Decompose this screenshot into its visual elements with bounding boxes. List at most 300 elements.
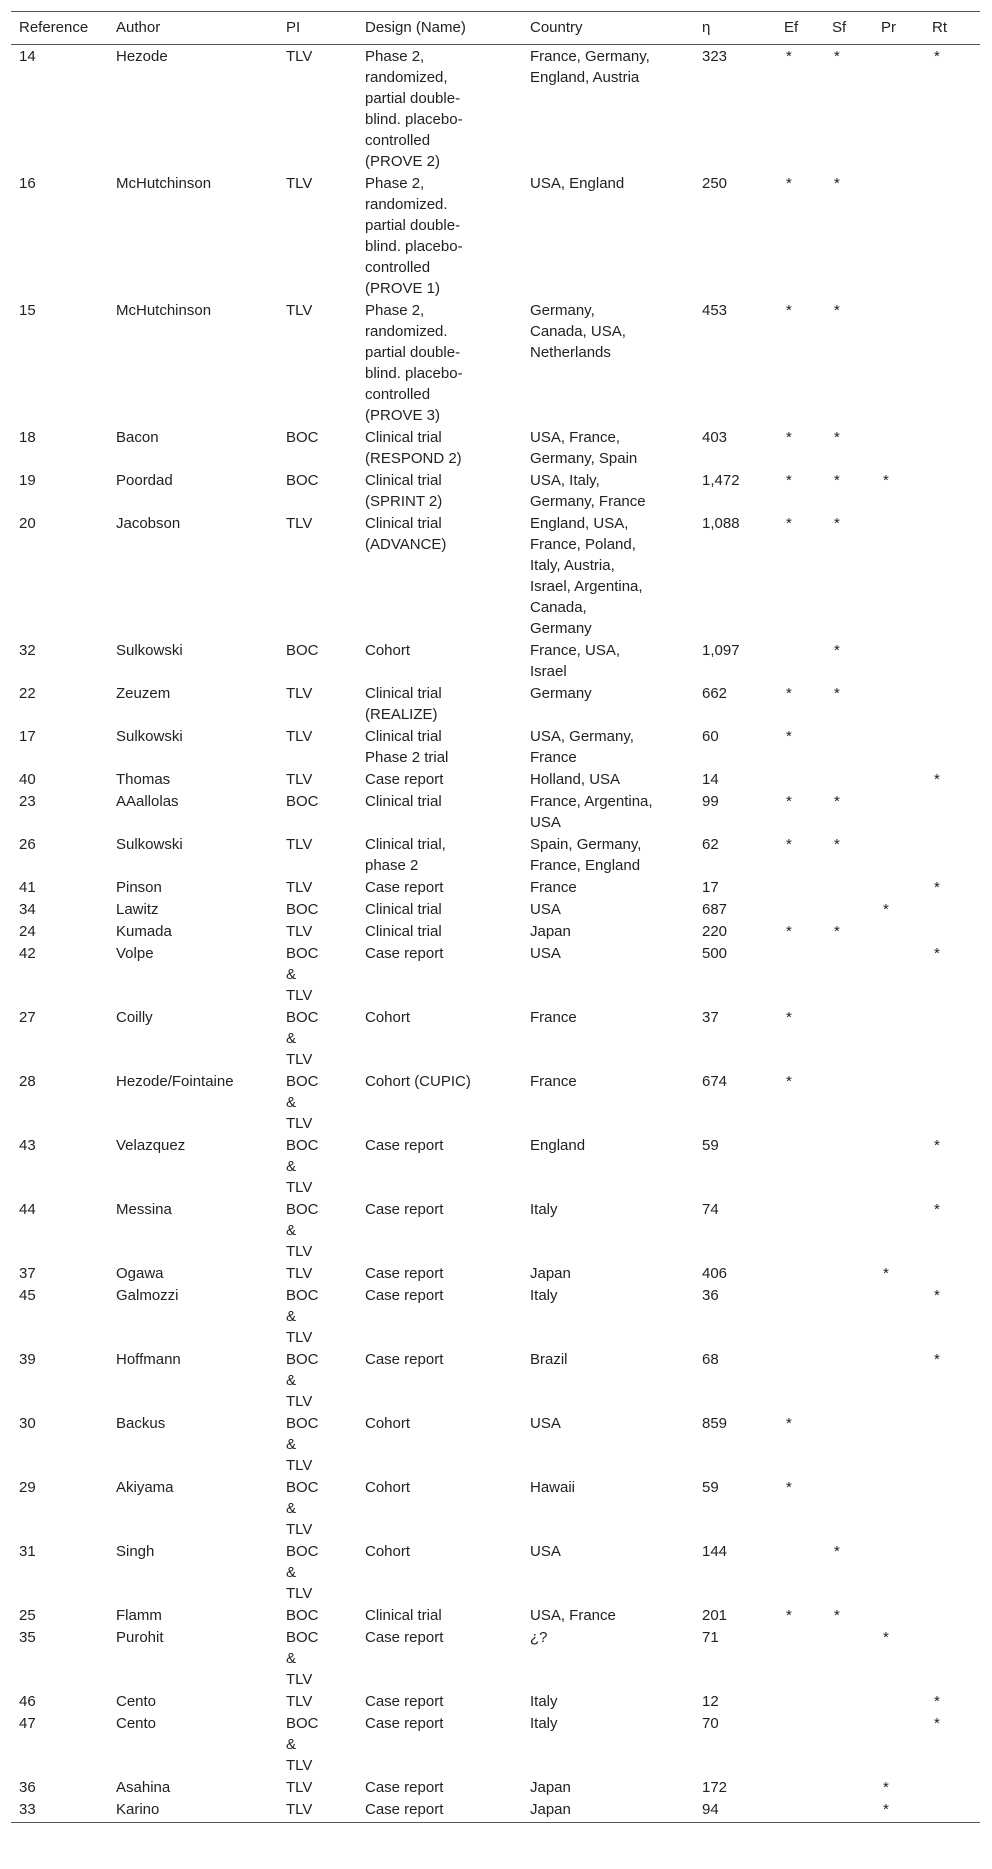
cell-author: Backus [116, 1415, 166, 1432]
cell-design: Case report [365, 1265, 444, 1282]
cell-design: Case report [365, 879, 444, 896]
cell-n: 14 [702, 771, 719, 788]
cell-pr [873, 1604, 924, 1626]
cell-pi: BOC & TLV [286, 1073, 319, 1132]
cell-reference: 44 [19, 1201, 36, 1218]
cell-pi: TLV [286, 923, 313, 940]
cell-rt [924, 833, 980, 876]
cell-n: 1,088 [702, 515, 740, 532]
cell-sf: * [834, 175, 840, 192]
cell-sf: * [834, 515, 840, 532]
table-row [11, 790, 980, 833]
cell-pi: TLV [286, 771, 313, 788]
cell-sf [824, 1690, 873, 1712]
cell-design: Case report [365, 1715, 444, 1732]
cell-rt [924, 1476, 980, 1540]
cell-reference: 25 [19, 1607, 36, 1624]
cell-pr [873, 172, 924, 299]
table-row [11, 1284, 980, 1348]
cell-pr: * [883, 901, 889, 918]
cell-sf: * [834, 642, 840, 659]
cell-n: 12 [702, 1693, 719, 1710]
cell-rt [924, 920, 980, 942]
cell-design: Clinical trial [365, 793, 442, 810]
cell-rt: * [934, 879, 940, 896]
cell-reference: 30 [19, 1415, 36, 1432]
cell-rt: * [934, 1201, 940, 1218]
cell-author: Hezode/Fointaine [116, 1073, 234, 1090]
cell-ef [776, 1690, 824, 1712]
cell-author: Volpe [116, 945, 154, 962]
table-row [11, 1690, 980, 1712]
cell-ef [776, 1798, 824, 1823]
table-row [11, 1412, 980, 1476]
cell-country: Brazil [530, 1351, 568, 1368]
cell-sf [824, 1262, 873, 1284]
cell-rt [924, 725, 980, 768]
cell-pi: BOC & TLV [286, 1629, 319, 1688]
cell-author: Hoffmann [116, 1351, 181, 1368]
cell-rt [924, 299, 980, 426]
table-row [11, 898, 980, 920]
table-row [11, 172, 980, 299]
cell-author: AAallolas [116, 793, 179, 810]
cell-reference: 19 [19, 472, 36, 489]
cell-n: 1,472 [702, 472, 740, 489]
cell-pr: * [873, 1798, 924, 1823]
cell-reference: 23 [19, 793, 36, 810]
cell-ef: * [786, 836, 792, 853]
cell-author: Velazquez [116, 1137, 186, 1154]
cell-pr [873, 45, 924, 173]
cell-rt [924, 1412, 980, 1476]
cell-sf: * [834, 429, 840, 446]
cell-ef: * [786, 1607, 792, 1624]
cell-pr [873, 1476, 924, 1540]
cell-n: 68 [702, 1351, 719, 1368]
cell-author: Bacon [116, 429, 159, 446]
cell-rt: * [934, 771, 940, 788]
cell-rt [924, 1540, 980, 1604]
cell-ef [776, 942, 824, 1006]
cell-design: Cohort [365, 1415, 411, 1432]
cell-pr [873, 1284, 924, 1348]
cell-n: 403 [702, 429, 728, 446]
header-design: Design (Name) [357, 12, 522, 45]
header-reference: Reference [11, 12, 108, 45]
cell-country: Japan [530, 1265, 571, 1282]
cell-author: Hezode [116, 48, 168, 65]
cell-ef [776, 1262, 824, 1284]
cell-sf [824, 1476, 873, 1540]
cell-country: France [530, 879, 577, 896]
cell-pr [873, 876, 924, 898]
cell-author: Poordad [116, 472, 173, 489]
cell-n: 859 [702, 1415, 728, 1432]
cell-reference: 46 [19, 1693, 36, 1710]
cell-design: Phase 2, randomized. partial double- blind. placebo- controlled (PROVE 1) [365, 175, 463, 297]
cell-pr [873, 942, 924, 1006]
cell-n: 37 [702, 1009, 719, 1026]
cell-country: USA, Italy, Germany, France [530, 472, 646, 510]
cell-n: 662 [702, 685, 728, 702]
cell-author: Purohit [116, 1629, 164, 1646]
cell-n: 406 [702, 1265, 728, 1282]
cell-pi: TLV [286, 302, 313, 319]
table-row [11, 1198, 980, 1262]
cell-country: England, USA, France, Poland, Italy, Austria, Israel, Argentina, Canada, Germany [530, 515, 643, 637]
cell-pi: BOC [286, 642, 319, 659]
cell-country: USA [530, 1415, 561, 1432]
table-row [11, 512, 980, 639]
cell-author: Sulkowski [116, 642, 183, 659]
cell-author: Karino [108, 1798, 278, 1823]
cell-pi: BOC & TLV [286, 1715, 319, 1774]
table-row [11, 299, 980, 426]
cell-author: Messina [116, 1201, 172, 1218]
cell-rt: * [934, 1715, 940, 1732]
cell-ef [776, 1712, 824, 1776]
cell-pr [873, 725, 924, 768]
cell-pi: TLV [286, 685, 313, 702]
cell-author: Akiyama [116, 1479, 174, 1496]
cell-ef [776, 768, 824, 790]
cell-reference: 34 [19, 901, 36, 918]
cell-ef: * [786, 728, 792, 745]
cell-rt [924, 469, 980, 512]
cell-reference: 39 [19, 1351, 36, 1368]
cell-country: Hawaii [530, 1479, 576, 1496]
cell-country: Holland, USA [530, 771, 621, 788]
cell-design: Clinical trial [365, 1607, 442, 1624]
cell-sf [824, 768, 873, 790]
cell-reference: 42 [19, 945, 36, 962]
cell-design: Clinical trial (ADVANCE) [365, 515, 447, 553]
cell-country: France [530, 1073, 577, 1090]
header-country: Country [522, 12, 694, 45]
cell-design: Case report [365, 1287, 444, 1304]
cell-pi: BOC & TLV [286, 1351, 319, 1410]
cell-n: 144 [702, 1543, 728, 1560]
cell-sf: * [834, 836, 840, 853]
table-row [11, 1626, 980, 1690]
cell-reference: 40 [19, 771, 36, 788]
table-row [11, 1712, 980, 1776]
cell-sf [824, 1348, 873, 1412]
cell-country: Germany [530, 685, 592, 702]
cell-pi: TLV [286, 1693, 313, 1710]
cell-author: Jacobson [116, 515, 181, 532]
cell-country: Spain, Germany, France, England [530, 836, 642, 874]
cell-n: 94 [694, 1798, 776, 1823]
cell-sf [824, 942, 873, 1006]
table-row [11, 920, 980, 942]
cell-country: France, USA, Israel [530, 642, 621, 680]
cell-design: Phase 2, randomized. partial double- blind. placebo- controlled (PROVE 3) [365, 302, 463, 424]
cell-design: Clinical trial [365, 901, 442, 918]
cell-n: 60 [702, 728, 719, 745]
cell-pr: * [883, 472, 889, 489]
cell-design: Cohort [365, 1009, 411, 1026]
cell-reference: 22 [19, 685, 36, 702]
cell-design: Cohort [365, 642, 411, 659]
cell-pr [873, 1134, 924, 1198]
cell-author: Flamm [116, 1607, 162, 1624]
studies-table [11, 11, 980, 1823]
cell-country: Italy [530, 1201, 558, 1218]
cell-design: Cohort (CUPIC) [365, 1073, 471, 1090]
cell-ef [776, 1348, 824, 1412]
cell-n: 201 [702, 1607, 728, 1624]
cell-reference: 32 [19, 642, 36, 659]
cell-sf [824, 1712, 873, 1776]
cell-n: 500 [702, 945, 728, 962]
cell-pr [873, 1712, 924, 1776]
table-body [11, 45, 980, 1823]
cell-rt: * [934, 1693, 940, 1710]
cell-ef: * [786, 302, 792, 319]
cell-pr [873, 1006, 924, 1070]
cell-n: 674 [702, 1073, 728, 1090]
cell-author: Ogawa [116, 1265, 164, 1282]
cell-n: 687 [702, 901, 728, 918]
cell-author: Sulkowski [116, 728, 183, 745]
cell-ef [776, 876, 824, 898]
cell-n: 453 [702, 302, 728, 319]
cell-pr: * [883, 1265, 889, 1282]
cell-n: 1,097 [702, 642, 740, 659]
cell-pi: TLV [286, 728, 313, 745]
cell-reference: 15 [19, 302, 36, 319]
cell-sf: * [834, 48, 840, 65]
cell-pr [873, 1348, 924, 1412]
cell-pi: TLV [286, 48, 313, 65]
table-row [11, 876, 980, 898]
cell-pr: * [883, 1629, 889, 1646]
cell-sf [824, 1070, 873, 1134]
cell-rt: * [934, 945, 940, 962]
cell-country: France, Argentina, USA [530, 793, 653, 831]
cell-pi: BOC & TLV [286, 1287, 319, 1346]
cell-pi: TLV [286, 879, 313, 896]
cell-pi: BOC [286, 793, 319, 810]
cell-pr [873, 426, 924, 469]
cell-design: Case report [365, 1137, 444, 1154]
cell-country: USA, England [530, 175, 625, 192]
cell-country: USA [530, 1543, 561, 1560]
cell-n: 59 [702, 1479, 719, 1496]
cell-ef: * [786, 1073, 792, 1090]
cell-pi: TLV [286, 175, 313, 192]
cell-pr [873, 920, 924, 942]
cell-pi: BOC [286, 472, 319, 489]
cell-rt [924, 639, 980, 682]
header-pi: PI [278, 12, 357, 45]
table-row [11, 833, 980, 876]
cell-author: Singh [116, 1543, 155, 1560]
cell-ef: * [786, 1415, 792, 1432]
table-row [11, 942, 980, 1006]
cell-n: 59 [702, 1137, 719, 1154]
table-header-row [11, 12, 980, 45]
cell-sf [824, 1412, 873, 1476]
table-row [11, 768, 980, 790]
cell-ef: * [786, 48, 792, 65]
cell-sf: * [834, 923, 840, 940]
cell-sf [824, 1198, 873, 1262]
header-ef: Ef [776, 12, 824, 45]
cell-rt: * [934, 48, 940, 65]
cell-country: Japan [530, 1779, 571, 1796]
cell-rt [924, 512, 980, 639]
table-row [11, 1604, 980, 1626]
cell-reference: 33 [11, 1798, 108, 1823]
cell-n: 71 [702, 1629, 719, 1646]
cell-reference: 36 [19, 1779, 36, 1796]
cell-country: Italy [530, 1287, 558, 1304]
cell-reference: 31 [19, 1543, 36, 1560]
table-row [11, 1262, 980, 1284]
cell-reference: 45 [19, 1287, 36, 1304]
cell-country: USA [530, 901, 561, 918]
cell-n: 70 [702, 1715, 719, 1732]
cell-ef [776, 1134, 824, 1198]
cell-pr [873, 682, 924, 725]
cell-country: Germany, Canada, USA, Netherlands [530, 302, 626, 361]
cell-ef [776, 1284, 824, 1348]
cell-pi: BOC [286, 901, 319, 918]
cell-reference: 14 [19, 48, 36, 65]
cell-sf [824, 1776, 873, 1798]
cell-author: McHutchinson [116, 302, 212, 319]
cell-pr [873, 768, 924, 790]
cell-country: Italy [530, 1715, 558, 1732]
cell-pi: BOC & TLV [286, 945, 319, 1004]
cell-pi: BOC & TLV [286, 1479, 319, 1538]
cell-country: USA, Germany, France [530, 728, 634, 766]
cell-design: Case report [365, 1779, 444, 1796]
cell-design: Clinical trial Phase 2 trial [365, 728, 449, 766]
cell-author: Coilly [116, 1009, 153, 1026]
cell-rt [924, 1070, 980, 1134]
cell-pr [873, 1198, 924, 1262]
table-row [11, 1134, 980, 1198]
cell-rt [924, 1626, 980, 1690]
cell-sf: * [834, 302, 840, 319]
cell-ef: * [786, 793, 792, 810]
cell-n: 36 [702, 1287, 719, 1304]
cell-design: Case report [365, 1629, 444, 1646]
cell-pr [873, 512, 924, 639]
table-row [11, 1006, 980, 1070]
cell-reference: 37 [19, 1265, 36, 1282]
cell-rt [924, 898, 980, 920]
cell-design: Clinical trial, phase 2 [365, 836, 446, 874]
table-row [11, 1540, 980, 1604]
cell-country: USA, France [530, 1607, 616, 1624]
header-sf: Sf [824, 12, 873, 45]
cell-rt: * [934, 1137, 940, 1154]
cell-n: 250 [702, 175, 728, 192]
table-row [11, 682, 980, 725]
cell-design: Case report [365, 771, 444, 788]
table-row [11, 426, 980, 469]
cell-ef: * [786, 515, 792, 532]
cell-n: 62 [702, 836, 719, 853]
table-row [11, 639, 980, 682]
cell-rt [924, 682, 980, 725]
cell-ef: * [786, 923, 792, 940]
cell-pr [873, 1540, 924, 1604]
cell-reference: 35 [19, 1629, 36, 1646]
cell-country: England [530, 1137, 586, 1154]
cell-author: Galmozzi [116, 1287, 179, 1304]
header-n: η [694, 12, 776, 45]
cell-pi: BOC & TLV [286, 1543, 319, 1602]
table-row [11, 1776, 980, 1798]
cell-n: 74 [702, 1201, 719, 1218]
cell-author: Cento [116, 1715, 157, 1732]
studies-table-container [11, 11, 980, 1823]
cell-pi: TLV [278, 1798, 357, 1823]
cell-design: Clinical trial (SPRINT 2) [365, 472, 443, 510]
cell-ef: * [786, 685, 792, 702]
cell-n: 220 [702, 923, 728, 940]
cell-sf [824, 1134, 873, 1198]
cell-ef: * [786, 175, 792, 192]
cell-author: Cento [116, 1693, 157, 1710]
cell-design: Case report [357, 1798, 522, 1823]
cell-country: USA [530, 945, 561, 962]
cell-country: France [530, 1009, 577, 1026]
cell-sf: * [834, 472, 840, 489]
header-pr: Pr [873, 12, 924, 45]
cell-pr [873, 639, 924, 682]
cell-sf [824, 1006, 873, 1070]
cell-design: Case report [365, 945, 444, 962]
cell-pi: TLV [286, 1779, 313, 1796]
cell-pi: BOC & TLV [286, 1137, 319, 1196]
cell-pi: BOC & TLV [286, 1009, 319, 1068]
cell-sf: * [834, 1543, 840, 1560]
cell-pr [873, 833, 924, 876]
cell-rt [924, 1006, 980, 1070]
header-rt: Rt [924, 12, 980, 45]
cell-reference: 26 [19, 836, 36, 853]
cell-n: 172 [702, 1779, 728, 1796]
cell-design: Case report [365, 1693, 444, 1710]
cell-design: Clinical trial (RESPOND 2) [365, 429, 462, 467]
cell-design: Case report [365, 1351, 444, 1368]
cell-ef [776, 1198, 824, 1262]
cell-ef [776, 639, 824, 682]
cell-country: USA, France, Germany, Spain [530, 429, 638, 467]
cell-reference: 20 [19, 515, 36, 532]
cell-pi: TLV [286, 836, 313, 853]
cell-rt [924, 1798, 980, 1823]
cell-ef [776, 898, 824, 920]
cell-design: Phase 2, randomized, partial double- blind. placebo- controlled (PROVE 2) [365, 48, 463, 170]
cell-reference: 47 [19, 1715, 36, 1732]
cell-reference: 29 [19, 1479, 36, 1496]
cell-pi: BOC [286, 1607, 319, 1624]
cell-pi: BOC [286, 429, 319, 446]
cell-author: Asahina [116, 1779, 171, 1796]
cell-ef [776, 1540, 824, 1604]
cell-design: Clinical trial [365, 923, 442, 940]
cell-design: Case report [365, 1201, 444, 1218]
cell-reference: 43 [19, 1137, 36, 1154]
